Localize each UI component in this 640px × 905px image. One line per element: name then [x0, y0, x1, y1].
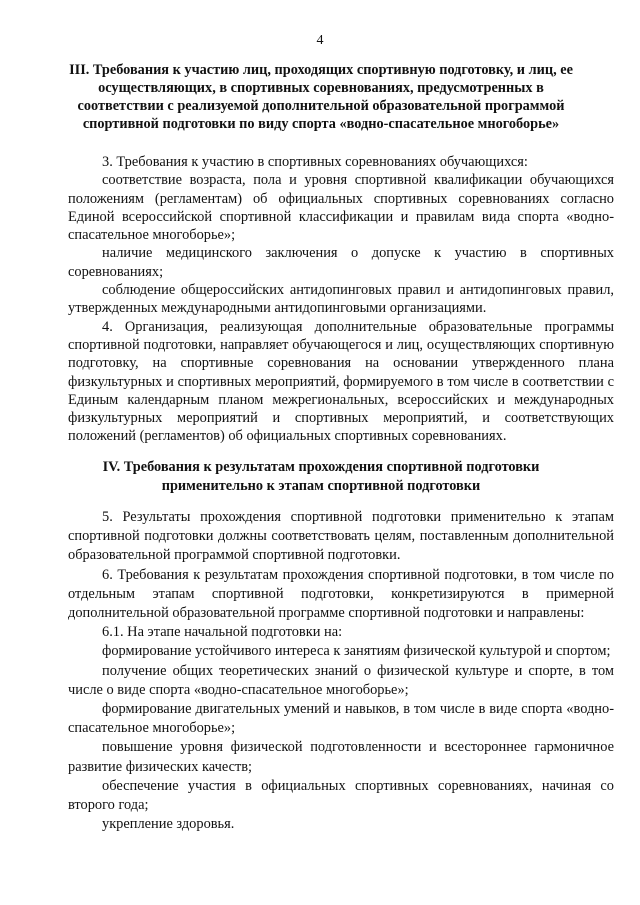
paragraph: 3. Требования к участию в спортивных соревнованиях обучающихся:: [102, 154, 528, 170]
paragraph: 4. Организация, реализующая дополнительные образовательные программы спортивной подготовки, направляет обучающегося и лиц, осуществляющих спортивную подготовку, на спортивные соревнования на основании утвержденного плана физкультурных и спортивных мероприятий, формируемого в том числе в соответствии с Единым календарным планом межрегиональных, всероссийских и международных физкультурных мероприятий и спортивных мероприятий, и соответствующих положений (регламентов) об официальных спортивных соревнованиях.: [68, 318, 614, 445]
paragraph: формирование двигательных умений и навыков, в том числе в виде спорта «водно-спасательное многоборье»;: [68, 701, 614, 737]
section-4-body: [68, 508, 614, 834]
paragraph: получение общих теоретических знаний о физической культуре и спорте, в том числе о виде спорта «водно-спасательное многоборье»;: [68, 662, 614, 698]
paragraph: наличие медицинского заключения о допуске к участию в спортивных соревнованиях;: [68, 245, 614, 280]
paragraph: соблюдение общероссийских антидопинговых правил и антидопинговых правил, утвержденных международными антидопинговыми организациями.: [68, 282, 614, 317]
paragraph: соответствие возраста, пола и уровня спортивной квалификации обучающихся положениям (регламентам) об официальных спортивных соревнованиях согласно Единой всероссийской спортивной классификации и правилам вида спорта «водно-спасательное многоборье»;: [68, 172, 614, 244]
paragraph: укрепление здоровья.: [102, 816, 235, 833]
section-3-body: [68, 153, 614, 446]
section-4-heading: IV. Требования к результатам прохождения спортивной подготовки применительно к этапам спортивной подготовки: [102, 459, 540, 494]
section-3-heading: III. Требования к участию лиц, проходящих спортивную подготовку, и лиц, ее осуществляющих, в спортивных соревнованиях, предусмотренных в соответствии с реализуемой дополнительной образовательной программой спортивной подготовки по виду спорта «водно-спасательное многоборье»: [69, 62, 573, 132]
paragraph: 5. Результаты прохождения спортивной подготовки применительно к этапам спортивной подготовки должны соответствовать целям, поставленным дополнительной образовательной программой спортивной подготовки.: [68, 509, 614, 564]
paragraph: 6. Требования к результатам прохождения спортивной подготовки, в том числе по отдельным этапам спортивной подготовки, конкретизируются в примерной дополнительной образовательной программе спортивной подготовки и направлены:: [68, 566, 614, 622]
paragraph: 6.1. На этапе начальной подготовки на:: [102, 624, 343, 641]
paragraph: повышение уровня физической подготовленности и всестороннее гармоничное развитие физических качеств;: [68, 739, 614, 775]
paragraph: обеспечение участия в официальных спортивных соревнованиях, начиная со второго года;: [68, 777, 614, 814]
paragraph: формирование устойчивого интереса к занятиям физической культурой и спортом;: [102, 643, 611, 660]
page-number: 4: [316, 33, 324, 48]
